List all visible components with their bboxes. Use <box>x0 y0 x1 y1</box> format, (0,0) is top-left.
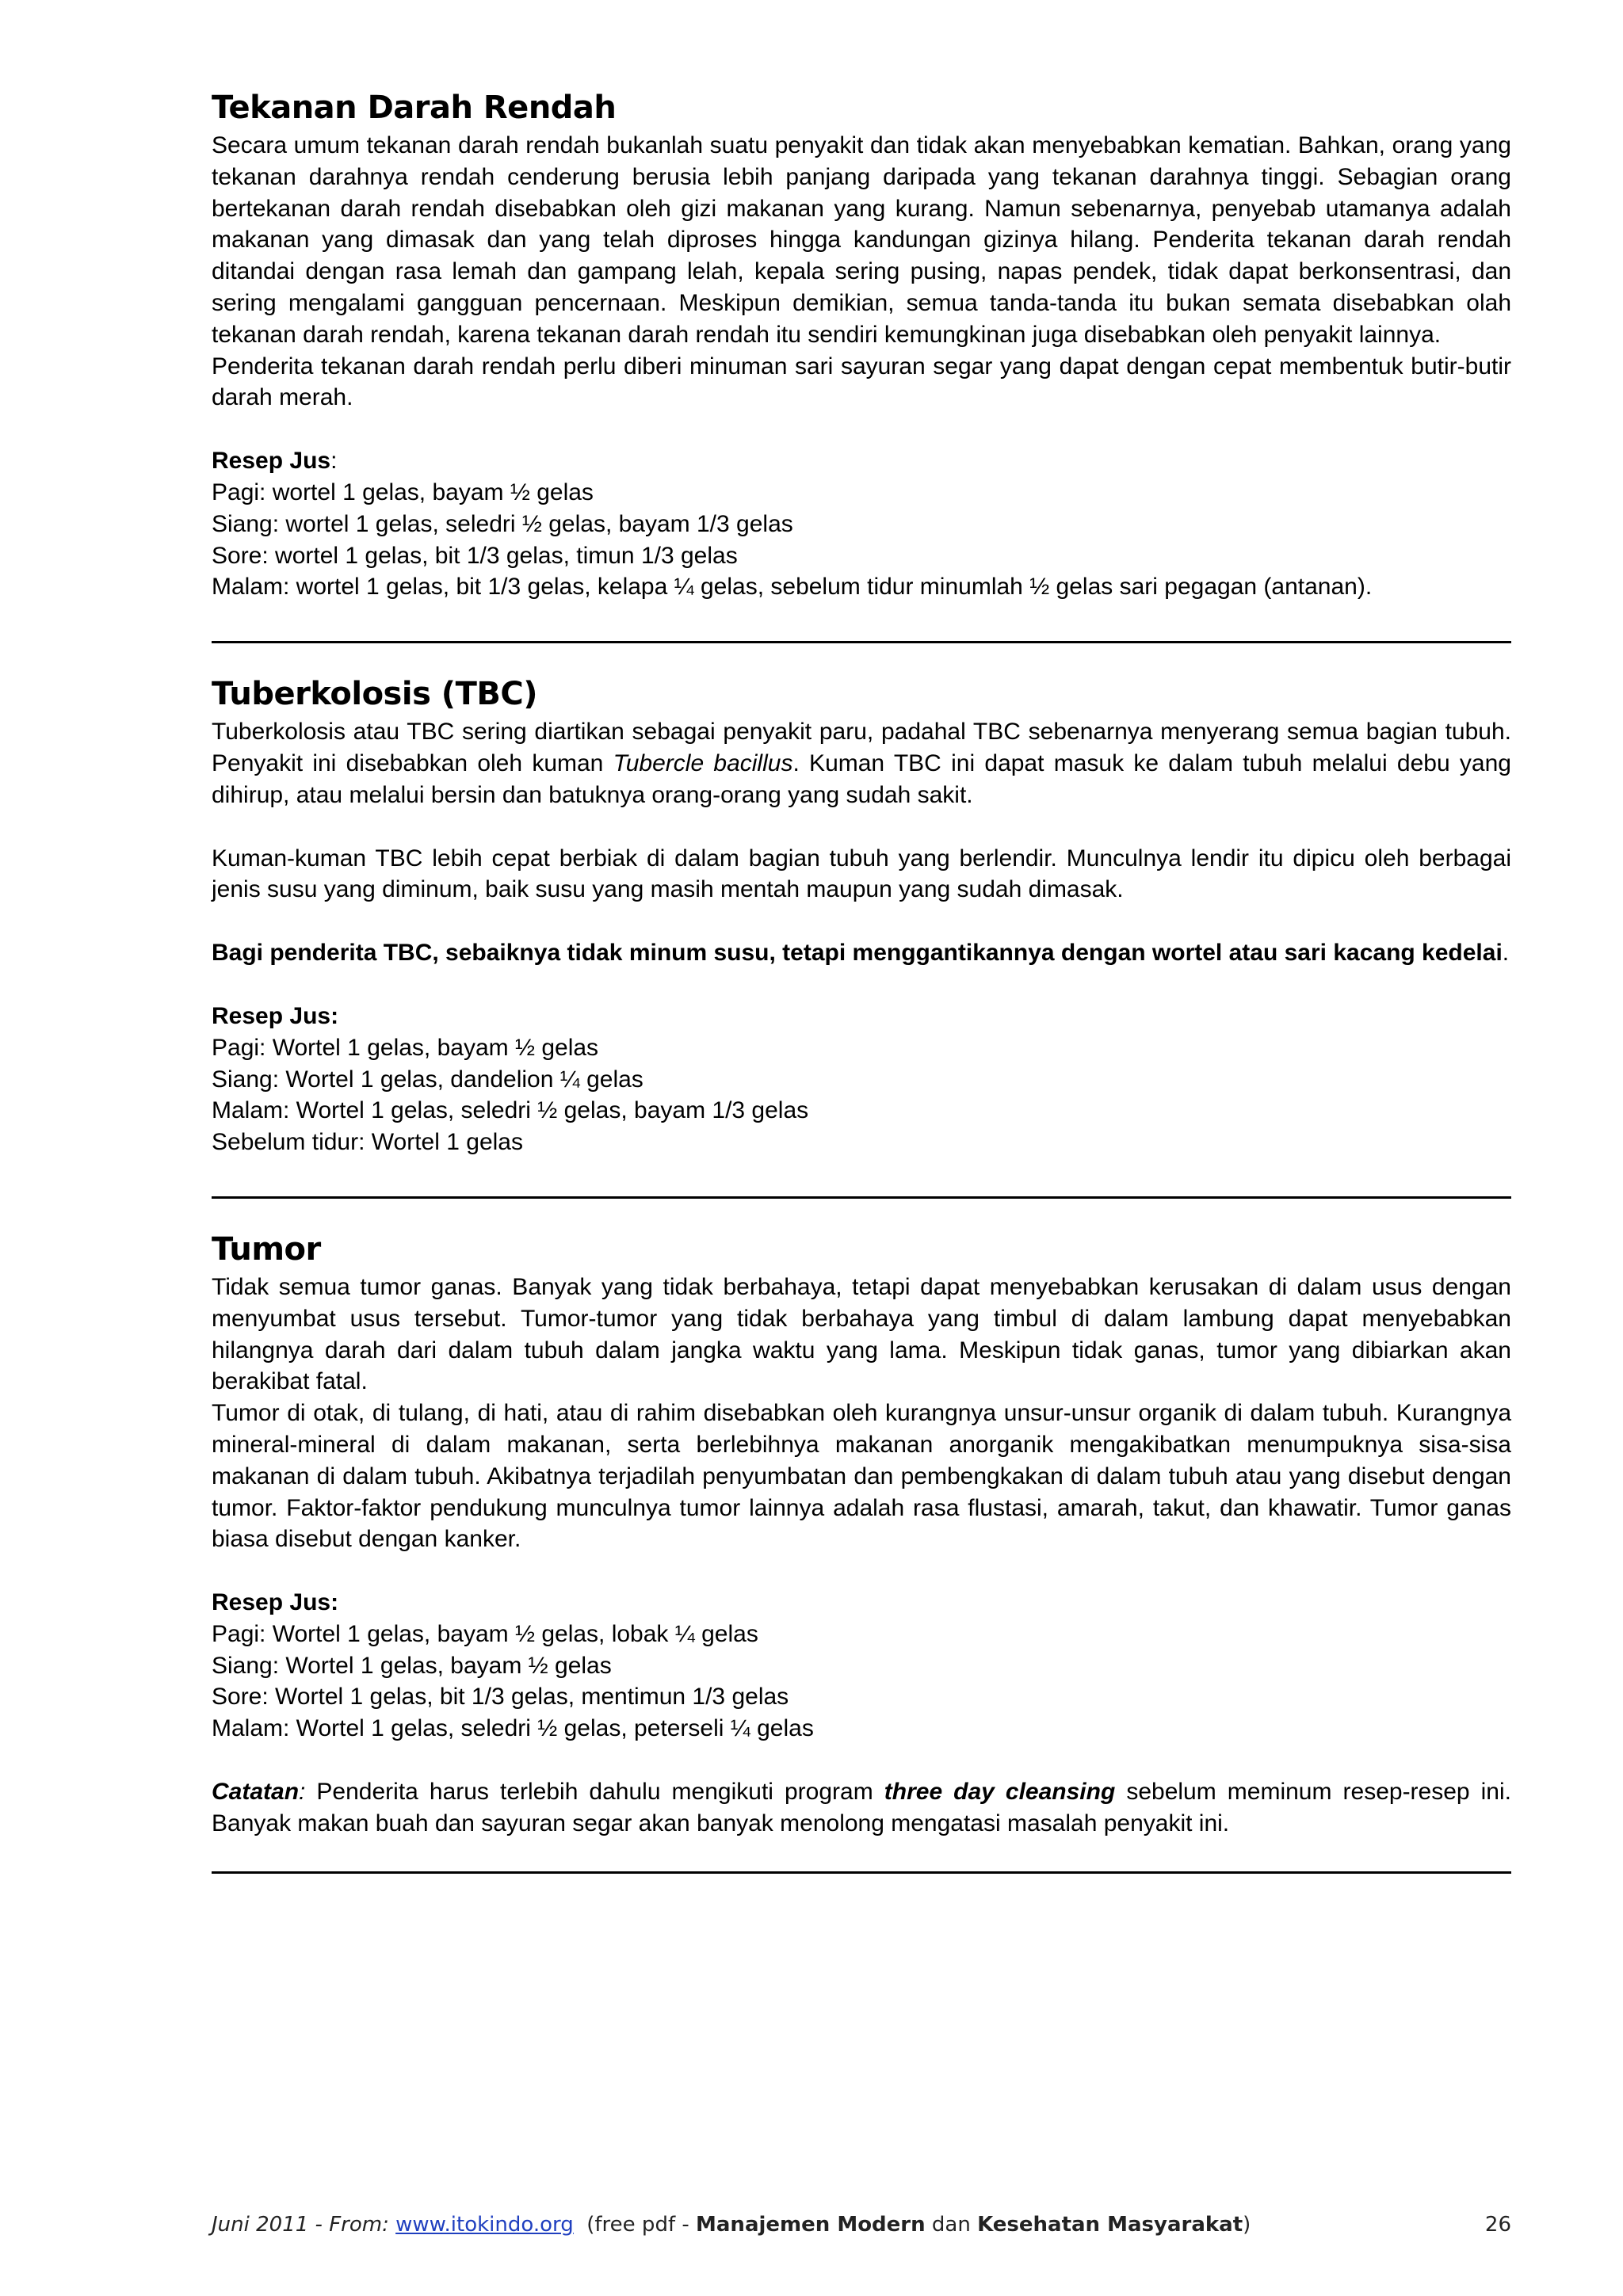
page-number: 26 <box>1484 2213 1511 2237</box>
body-paragraph: Tidak semua tumor ganas. Banyak yang tidak berbahaya, tetapi dapat menyebabkan kerusakan di dalam usus dengan menyumbat usus tersebut. Tumor-tumor yang tidak berbahaya yang timbul di dalam lambung dapat menyebabkan hilangnya darah dari dalam tubuh dalam jangka waktu yang lama. Meskipun tidak ganas, tumor yang dibiarkan akan berakibat fatal. <box>212 1273 1511 1395</box>
bold-note: Bagi penderita TBC, sebaiknya tidak minum susu, tetapi menggantikannya dengan wortel atau sari kacang kedelai. <box>212 940 1510 967</box>
recipe-heading: Resep Jus: <box>212 448 338 475</box>
section-tumor <box>212 1227 1511 1840</box>
section-title: Tekanan Darah Rendah <box>212 90 617 126</box>
section-tekanan-darah-rendah <box>212 86 1511 603</box>
recipe-item: Pagi: Wortel 1 gelas, bayam ½ gelas, lobak ¼ gelas <box>212 1620 758 1647</box>
footer-link[interactable]: www.itokindo.org <box>395 2213 574 2237</box>
recipe-item: Sore: wortel 1 gelas, bit 1/3 gelas, timun 1/3 gelas <box>212 542 738 569</box>
recipe-item: Pagi: Wortel 1 gelas, bayam ½ gelas <box>212 1034 599 1061</box>
recipe-item: Malam: Wortel 1 gelas, seledri ½ gelas, peterseli ¼ gelas <box>212 1715 814 1742</box>
recipe-item: Siang: wortel 1 gelas, seledri ½ gelas, bayam 1/3 gelas <box>212 510 793 537</box>
section-tuberkolosis <box>212 672 1511 1158</box>
body-paragraph: Secara umum tekanan darah rendah bukanlah suatu penyakit dan tidak akan menyebabkan kematian. Bahkan, orang yang tekanan darahnya rendah cenderung berusia lebih panjang daripada yang tekanan darahnya tinggi. Sebagian orang bertekanan darah rendah disebabkan oleh gizi makanan yang kurang. Namun sebenarnya, penyebab utamanya adalah makanan yang dimasak dan yang telah diproses hingga kandungan gizinya hilang. Penderita tekanan darah rendah ditandai dengan rasa lemah dan gampang lelah, kepala sering pusing, napas pendek, tidak dapat berkonsentrasi, dan sering mengalami gangguan pencernaan. Meskipun demikian, semua tanda-tanda itu bukan semata disebabkan olah tekanan darah rendah, karena tekanan darah rendah itu sendiri kemungkinan juga disebabkan oleh penyakit lainnya. <box>212 132 1511 348</box>
page-footer: Juni 2011 - From: www.itokindo.org (free pdf - Manajemen Modern dan Kesehatan Masyarakat) 26 <box>212 2210 1511 2239</box>
recipe-item: Malam: Wortel 1 gelas, seledri ½ gelas, bayam 1/3 gelas <box>212 1097 809 1124</box>
body-paragraph: Tuberkolosis atau TBC sering diartikan sebagai penyakit paru, padahal TBC sebenarnya menyerang semua bagian tubuh. Penyakit ini disebabkan oleh kuman Tubercle bacillus. Kuman TBC ini dapat masuk ke dalam tubuh melalui debu yang dihirup, atau melalui bersin dan batuknya orang-orang yang sudah sakit. <box>212 719 1511 808</box>
recipe-item: Sore: Wortel 1 gelas, bit 1/3 gelas, mentimun 1/3 gelas <box>212 1684 789 1711</box>
body-paragraph: Penderita tekanan darah rendah perlu diberi minuman sari sayuran segar yang dapat dengan cepat membentuk butir-butir darah merah. <box>212 353 1511 411</box>
recipe-item: Sebelum tidur: Wortel 1 gelas <box>212 1129 523 1156</box>
section-title: Tuberkolosis (TBC) <box>212 676 537 713</box>
footer-date: Juni 2011 - From: <box>212 2213 396 2237</box>
section-title: Tumor <box>212 1230 321 1268</box>
body-paragraph: Tumor di otak, di tulang, di hati, atau di rahim disebabkan oleh kurangnya unsur-unsur organik di dalam tubuh. Kurangnya mineral-mineral di dalam makanan, serta berlebihnya makanan anorganik mengakibatkan menumpuknya sisa-sisa makanan di dalam tubuh. Akibatnya terjadilah penyumbatan dan pembengkakan di dalam tubuh atau yang disebut dengan tumor. Faktor-faktor pendukung munculnya tumor lainnya adalah rasa flustasi, amarah, takut, dan khawatir. Tumor ganas biasa disebut dengan kanker. <box>212 1400 1511 1553</box>
section-divider <box>212 1871 1511 1874</box>
recipe-heading: Resep Jus: <box>212 1002 339 1029</box>
recipe-item: Siang: Wortel 1 gelas, dandelion ¼ gelas <box>212 1066 643 1093</box>
recipe-item: Siang: Wortel 1 gelas, bayam ½ gelas <box>212 1652 612 1679</box>
body-paragraph: Kuman-kuman TBC lebih cepat berbiak di dalam bagian tubuh yang berlendir. Munculnya lendir itu dipicu oleh berbagai jenis susu yang diminum, baik susu yang masih mentah maupun yang sudah dimasak. <box>212 845 1511 903</box>
recipe-item: Malam: wortel 1 gelas, bit 1/3 gelas, kelapa ¼ gelas, sebelum tidur minumlah ½ gelas sari pegagan (antanan). <box>212 574 1373 601</box>
document-page <box>212 86 1511 1874</box>
recipe-item: Pagi: wortel 1 gelas, bayam ½ gelas <box>212 479 594 505</box>
recipe-heading: Resep Jus: <box>212 1589 339 1616</box>
note-paragraph: Catatan: Penderita harus terlebih dahulu mengikuti program three day cleansing sebelum meminum resep-resep ini. Banyak makan buah dan sayuran segar akan banyak menolong mengatasi masalah penyakit ini. <box>212 1779 1511 1836</box>
